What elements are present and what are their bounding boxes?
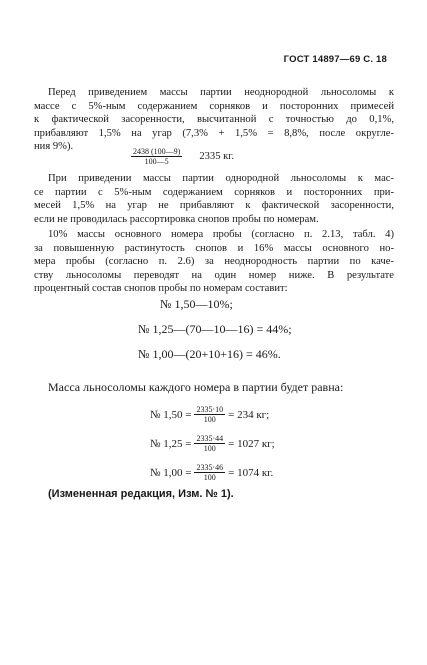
text-line: се партии с 5%-ным содержанием сорняков и посторонних при- [34, 186, 394, 198]
fraction-denominator: 100 [203, 444, 216, 453]
calc-result: = 1074 кг. [228, 466, 274, 479]
text-line: ния 9%). [34, 141, 74, 152]
fraction-denominator: 100 [203, 473, 216, 482]
text-line: Масса льносоломы каждого номера в партии будет равна: [48, 381, 344, 394]
paragraph-3 [34, 228, 394, 296]
equation-1 [128, 147, 234, 166]
calc-row [150, 463, 273, 482]
fraction [194, 405, 225, 424]
composition-line: № 1,50—10%; [160, 297, 233, 311]
text-line: мера пробы (согласно п. 2.6) за неоднородность партии по каче- [34, 256, 394, 267]
calc-row [150, 405, 269, 424]
fraction-denominator: 100 [203, 415, 216, 424]
text-line: Перед приведением массы партии неоднородной льносоломы к [48, 87, 394, 98]
page-header: ГОСТ 14897—69 С. 18 [283, 54, 387, 65]
fraction-denominator: 100—5 [144, 157, 169, 166]
composition-line: № 1,25—(70—10—16) = 44%; [138, 322, 292, 336]
text-line: При приведении массы партии однородной льносоломы к мас- [48, 173, 394, 184]
text-line: ству льносоломы переводят на один номер ниже. В результате [34, 269, 394, 281]
revision-note: (Измененная редакция, Изм. № 1). [48, 488, 234, 500]
paragraph-1 [34, 86, 394, 154]
calc-result: = 1027 кг; [228, 437, 275, 450]
text-line: если не проводилась рассортировка снопов пробы по номерам. [34, 213, 319, 225]
equation-result: 2335 кг. [199, 151, 235, 162]
calc-label: № 1,00 = [150, 466, 192, 479]
fraction-numerator: 2335·10 [196, 405, 224, 414]
calc-label: № 1,50 = [150, 408, 192, 421]
fraction [131, 147, 182, 166]
calc-label: № 1,25 = [150, 437, 192, 450]
text-line: прибавляют 1,5% на угар (7,3% + 1,5% = 8,8%, после округле- [34, 127, 394, 139]
fraction [194, 463, 225, 482]
text-line: месей 1,5% на угар не прибавляют к фактической засоренности, [34, 200, 394, 211]
text-line: процентный состав снопов пробы по номерам составит: [34, 283, 288, 294]
calc-row [150, 434, 275, 453]
fraction-numerator: 2438 (100—9) [133, 147, 181, 156]
fraction-numerator: 2335·44 [196, 434, 224, 443]
calc-result: = 234 кг; [228, 408, 270, 421]
fraction [194, 434, 225, 453]
mass-intro [48, 381, 398, 395]
text-line: массе с 5%-ным содержанием сорняков и посторонних примесей [34, 100, 394, 112]
text-line: 10% массы основного номера пробы (согласно п. 2.13, табл. 4) [48, 229, 394, 240]
paragraph-2 [34, 172, 394, 226]
text-line: за повышенную растинутость снопов и 16% массы основного но- [34, 242, 394, 254]
fraction-numerator: 2335·46 [196, 463, 224, 472]
text-line: к фактической засоренности, высчитанной с точностью до 0,1%, [34, 114, 394, 125]
composition-line: № 1,00—(20+10+16) = 46%. [138, 347, 281, 361]
